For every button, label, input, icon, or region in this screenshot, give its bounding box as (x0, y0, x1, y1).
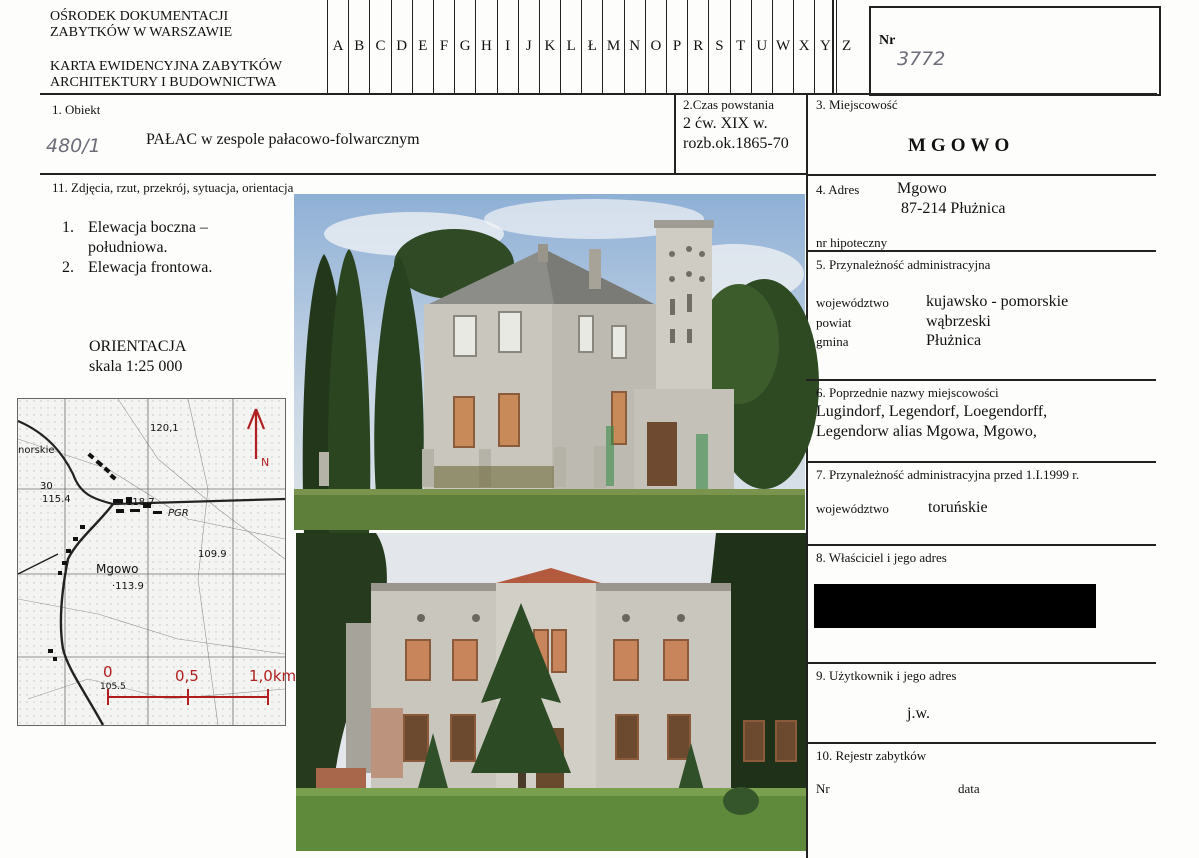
uzytkownik-value: j.w. (907, 705, 930, 722)
czas-label: 2.Czas powstania (683, 97, 774, 112)
photo-front-elevation (296, 533, 806, 851)
admin-key-wojewodztwo: województwo (816, 295, 889, 310)
poprzednie-label: 6. Poprzednie nazwy miejscowości (816, 385, 999, 400)
alphabet-letter-1: B (348, 0, 369, 93)
institution-name-line2: ZABYTKÓW W WARSZAWIE (50, 25, 233, 40)
admin-value-wojewodztwo: kujawsko - pomorskie (926, 293, 1069, 310)
map-height-120: 120,1 (150, 423, 179, 434)
map-height-109: 109.9 (198, 549, 227, 560)
alphabet-letter-15: O (645, 0, 666, 93)
adres-line2: 87-214 Płużnica (901, 200, 1006, 217)
map-num-30: 30 (40, 481, 53, 492)
map-scale-0: 0 (103, 663, 113, 681)
alphabet-letter-24: Z (836, 0, 857, 93)
map-town-edge: norskie (18, 445, 55, 456)
admin-key-powiat: powiat (816, 315, 852, 330)
alphabet-index (327, 0, 857, 93)
alphabet-letter-9: J (518, 0, 539, 93)
institution-name-line1: OŚRODEK DOKUMENTACJI (50, 9, 229, 24)
alphabet-letter-19: T (730, 0, 751, 93)
photo-caption-1-line1: Elewacja boczna – (88, 219, 208, 236)
map-north-label: N (261, 456, 270, 469)
poprzednie-line1: Lugindorf, Legendorf, Loegendorff, (816, 403, 1048, 420)
przed1999-label: 7. Przynależność administracyjna przed 1.I.1999 r. (816, 467, 1080, 482)
hipoteka-label: nr hipoteczny (816, 235, 888, 250)
rejestr-label: 10. Rejestr zabytków (816, 748, 927, 763)
card-title-line2: ARCHITEKTURY I BUDOWNICTWA (50, 75, 277, 90)
admin-value-gmina: Płużnica (926, 332, 982, 349)
map-height-115: 115.4 (42, 494, 71, 505)
card-number-handwritten: 3772 (897, 48, 946, 70)
map-drawing (18, 399, 285, 725)
czas-line1: 2 ćw. XIX w. (683, 115, 768, 132)
obiekt-ref-handwritten: 480/1 (46, 135, 101, 157)
obiekt-label: 1. Obiekt (52, 102, 101, 117)
miejscowosc-label: 3. Miejscowość (816, 97, 898, 112)
map-height-113: ·113.9 (112, 581, 144, 592)
map-height-118: 118.7 (126, 497, 155, 508)
miejscowosc-value: MGOWO (908, 135, 1015, 156)
card-title-line1: KARTA EWIDENCYJNA ZABYTKÓW (50, 59, 283, 74)
photo-caption-2-line1: Elewacja frontowa. (88, 259, 213, 276)
alphabet-letter-3: D (391, 0, 412, 93)
photo-caption-1-line2: południowa. (88, 239, 168, 256)
poprzednie-line2: Legendorw alias Mgowa, Mgowo, (816, 423, 1037, 440)
alphabet-letter-22: X (793, 0, 814, 93)
rejestr-nr-label: Nr (816, 781, 830, 796)
orientacja-label: ORIENTACJA (89, 338, 187, 355)
przed1999-key: województwo (816, 501, 889, 516)
zdjecia-label: 11. Zdjęcia, rzut, przekrój, sytuacja, orientacja (52, 180, 294, 195)
alphabet-letter-18: S (708, 0, 729, 93)
rejestr-data-label: data (958, 781, 980, 796)
adres-line1: Mgowo (897, 180, 947, 197)
map-scale-text: skala 1:25 000 (89, 358, 183, 375)
map-pgr-label: PGR (168, 508, 189, 519)
map-scale-1km: 1,0km (249, 667, 297, 685)
przynaleznosc-label: 5. Przynależność administracyjna (816, 257, 991, 272)
photo-caption-1-num: 1. (62, 219, 74, 236)
adres-label: 4. Adres (816, 182, 860, 197)
uzytkownik-label: 9. Użytkownik i jego adres (816, 668, 957, 683)
map-height-105: 105.5 (100, 682, 126, 692)
alphabet-letter-17: R (687, 0, 708, 93)
alphabet-letter-2: C (369, 0, 390, 93)
alphabet-letter-11: L (560, 0, 581, 93)
card-number-label: Nr (879, 33, 896, 48)
alphabet-letter-13: M (602, 0, 623, 93)
przed1999-value: toruńskie (928, 499, 988, 516)
photo-side-elevation (294, 194, 805, 530)
alphabet-letter-6: G (454, 0, 475, 93)
alphabet-letter-23: Y (814, 0, 835, 93)
orientation-map (17, 398, 297, 726)
alphabet-letter-14: N (624, 0, 645, 93)
czas-line2: rozb.ok.1865-70 (683, 135, 789, 152)
owner-redaction-bar (814, 584, 1096, 628)
alphabet-letter-0: A (327, 0, 348, 93)
admin-value-powiat: wąbrzeski (926, 313, 991, 330)
alphabet-letter-16: P (666, 0, 687, 93)
alphabet-letter-12: Ł (581, 0, 602, 93)
alphabet-letter-20: U (751, 0, 772, 93)
alphabet-letter-7: H (475, 0, 496, 93)
obiekt-value: PAŁAC w zespole pałacowo-folwarcznym (146, 131, 420, 148)
admin-key-gmina: gmina (816, 334, 849, 349)
photo-caption-2-num: 2. (62, 259, 74, 276)
map-town-label: Mgowo (96, 562, 139, 576)
alphabet-letter-21: W (772, 0, 793, 93)
alphabet-letter-8: I (497, 0, 518, 93)
wlasciciel-label: 8. Właściciel i jego adres (816, 550, 947, 565)
map-scale-half: 0,5 (175, 667, 199, 685)
alphabet-letter-10: K (539, 0, 560, 93)
alphabet-letter-4: E (412, 0, 433, 93)
alphabet-letter-5: F (433, 0, 454, 93)
